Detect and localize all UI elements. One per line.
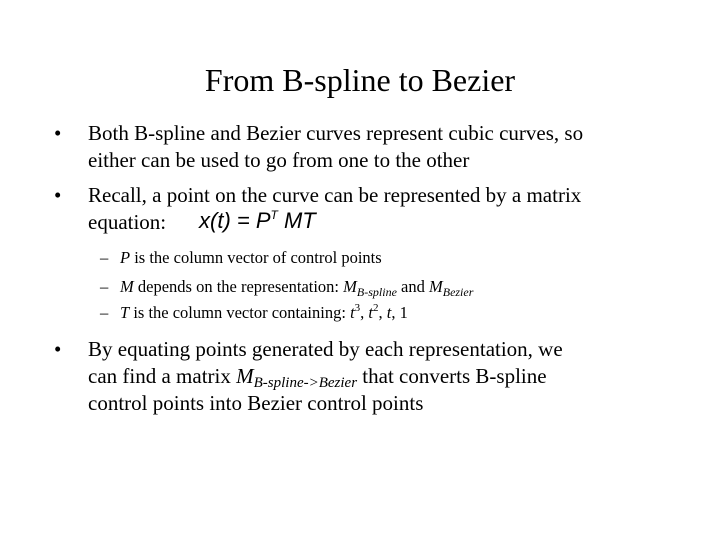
- m-conversion: M: [236, 364, 254, 388]
- equation-lhs: x(t) = P: [199, 208, 271, 233]
- dash-mark: –: [100, 248, 109, 267]
- bullet-3-line-2-pre: can find a matrix: [88, 364, 237, 388]
- var-t: T: [120, 303, 130, 322]
- separator: ,: [378, 303, 387, 322]
- matrix-equation: [199, 207, 316, 235]
- bullet-1-line-1: Both B-spline and Bezier curves represent cubic curves, so: [88, 121, 584, 145]
- and-text: and: [396, 277, 429, 296]
- equation-rhs: MT: [277, 208, 316, 233]
- var-p: P: [120, 248, 131, 267]
- bullet-1-text: [88, 120, 583, 174]
- t-squared: t: [368, 303, 373, 322]
- bullet-mark: •: [54, 337, 62, 361]
- subpoint-t-text: [120, 303, 408, 323]
- bullet-2-line-1: Recall, a point on the curve can be represented by a matrix: [88, 183, 582, 207]
- bullet-mark: •: [54, 183, 62, 207]
- m-bspline-sub: B-spline: [356, 285, 397, 299]
- var-m: M: [120, 277, 134, 296]
- dash-mark: –: [100, 303, 109, 322]
- bullet-2-line-2: equation:: [88, 210, 167, 234]
- slide-title: From B-spline to Bezier: [204, 62, 516, 98]
- constant-one: , 1: [391, 303, 408, 322]
- subpoint-m-text: [120, 277, 473, 297]
- m-conversion-sub: B-spline->Bezier: [253, 375, 358, 391]
- subpoint-p-text: [120, 248, 382, 268]
- separator: ,: [360, 303, 369, 322]
- t-cubed-sup: 3: [354, 302, 361, 314]
- t-linear: t: [386, 303, 392, 322]
- t-squared-sup: 2: [373, 302, 379, 314]
- subpoint-t-desc: is the column vector containing:: [129, 303, 351, 322]
- bullet-3-text: [88, 336, 563, 417]
- bullet-2-text: [88, 182, 581, 236]
- m-bezier: M: [428, 277, 443, 296]
- m-bspline: M: [343, 277, 357, 296]
- bullet-3-line-2: [88, 364, 547, 391]
- subpoint-m-desc: depends on the representation:: [133, 277, 344, 296]
- m-bezier-sub: Bezier: [442, 285, 474, 299]
- bullet-1-line-2: either can be used to go from one to the other: [88, 148, 470, 172]
- t-cubed: t: [350, 303, 355, 322]
- subpoint-p-desc: is the column vector of control points: [130, 248, 382, 267]
- equation-transpose-sup: T: [270, 208, 278, 222]
- bullet-mark: •: [54, 121, 62, 145]
- bullet-3-line-3: control points into Bezier control points: [88, 391, 424, 415]
- dash-mark: –: [100, 277, 109, 296]
- bullet-3-line-1: By equating points generated by each representation, we: [88, 337, 563, 361]
- bullet-3-line-2-post: that converts B-spline: [357, 364, 547, 388]
